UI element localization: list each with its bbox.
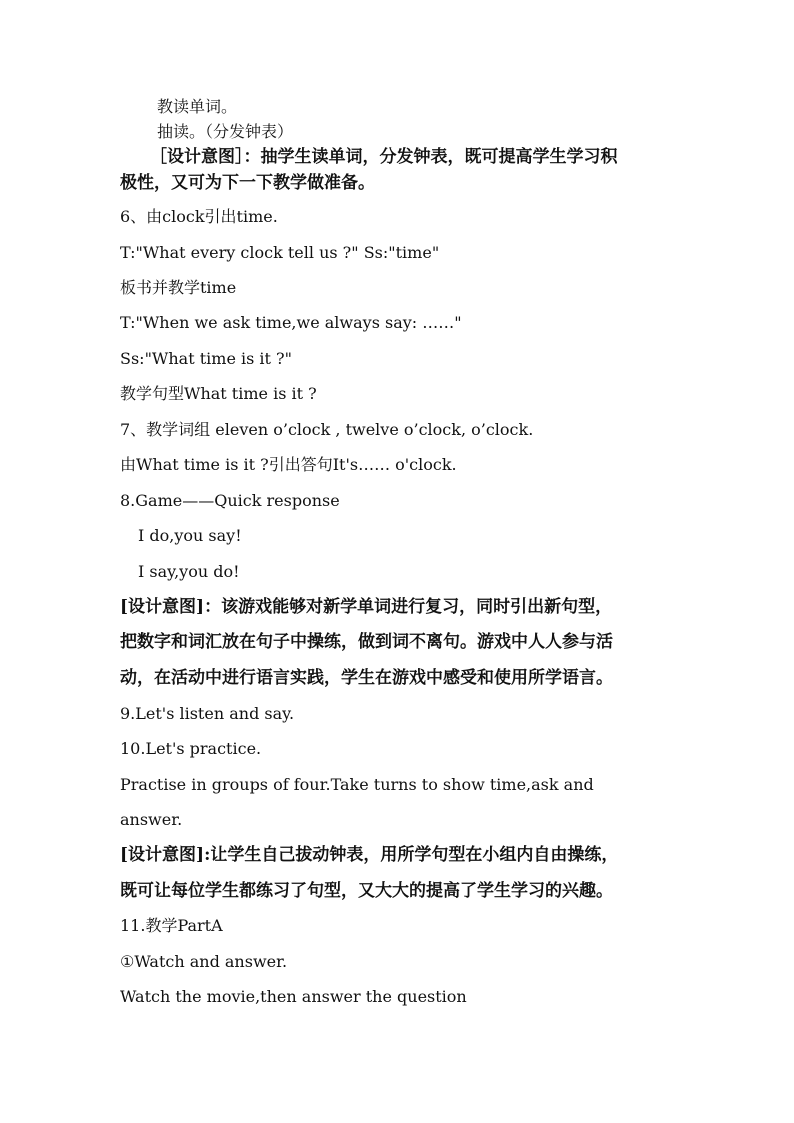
step-heading: 8.Game——Quick response — [120, 491, 340, 510]
design-intent-line: 极性，又可为下一下教学做准备。 — [120, 173, 375, 193]
text-line: 由What time is it ?引出答句It's…… o'clock. — [120, 455, 457, 474]
text-line: T:"When we ask time,we always say: ……" — [120, 313, 462, 332]
step-heading: 6、由clock引出time. — [120, 207, 278, 226]
text-line: ①Watch and answer. — [120, 952, 288, 971]
text-line: 抽读。（分发钟表） — [157, 122, 294, 141]
design-intent-line: [设计意图]:让学生自己拔动钟表，用所学句型在小组内自由操练， — [120, 845, 619, 865]
design-intent-line: 把数字和词汇放在句子中操练，做到词不离句。游戏中人人参与活 — [120, 632, 613, 652]
text-line: I say,you do! — [138, 562, 240, 581]
text-line: 教学句型What time is it ? — [120, 384, 317, 403]
step-heading: 10.Let's practice. — [120, 739, 262, 758]
text-line: I do,you say! — [138, 526, 242, 545]
text-line: Practise in groups of four.Take turns to show time,ask and — [120, 775, 594, 794]
text-line: Watch the movie,then answer the question — [120, 987, 467, 1006]
step-heading: 11.教学PartA — [120, 916, 223, 935]
text-line: answer. — [120, 810, 183, 829]
text-line: 教读单词。 — [157, 97, 238, 116]
design-intent-line: 动，在活动中进行语言实践，学生在游戏中感受和使用所学语言。 — [120, 668, 613, 688]
design-intent-line: [设计意图]：该游戏能够对新学单词进行复习，同时引出新句型， — [120, 597, 613, 617]
text-line: Ss:"What time is it ?" — [120, 349, 292, 368]
text-line: T:"What every clock tell us ?" Ss:"time" — [120, 243, 440, 262]
step-heading: 9.Let's listen and say. — [120, 704, 295, 723]
text-line: 板书并教学time — [120, 278, 237, 297]
step-heading: 7、教学词组 eleven o’clock , twelve o’clock, o’clock. — [120, 420, 534, 439]
design-intent-line: 既可让每位学生都练习了句型，又大大的提高了学生学习的兴趣。 — [120, 881, 613, 901]
design-intent-line: ［设计意图］：抽学生读单词，分发钟表，既可提高学生学习积 — [150, 147, 618, 167]
